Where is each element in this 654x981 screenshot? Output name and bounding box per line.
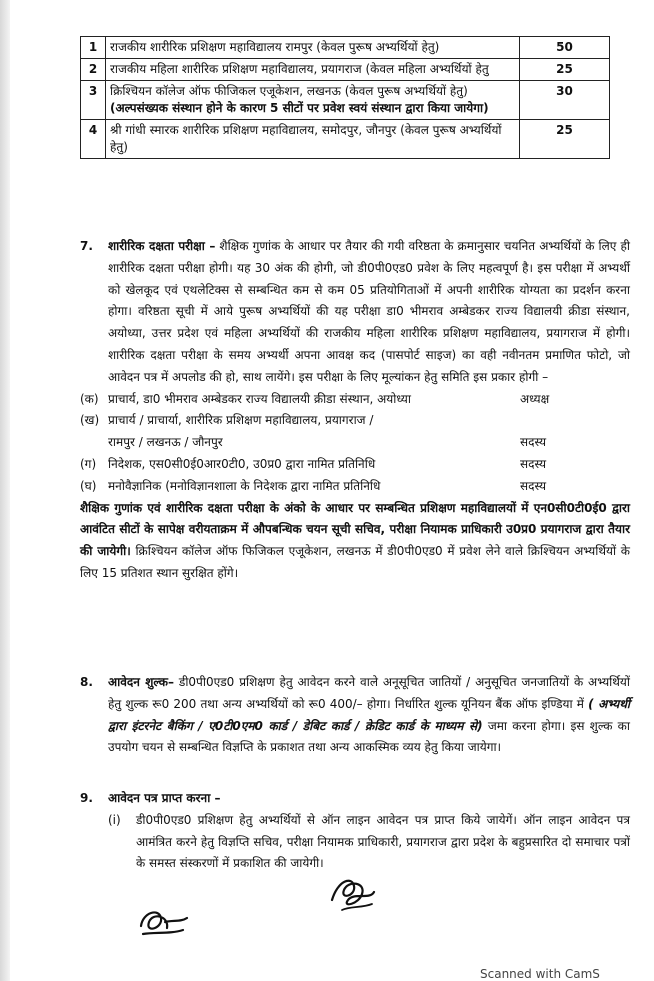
row-number: 2 <box>81 59 106 81</box>
row-number: 1 <box>81 37 106 59</box>
college-name-text: क्रिश्चियन कॉलेज ऑफ फीजिकल एजूकेशन, लखनऊ (केवल पुरूष अभ्यर्थियों हेतु) <box>110 84 468 98</box>
college-name <box>106 37 520 59</box>
section-9-item-label: (i) <box>108 812 121 827</box>
seat-count: 50 <box>520 37 610 59</box>
committee-member-title <box>108 410 520 454</box>
committee-label: (क) <box>80 391 99 406</box>
row-number: 3 <box>81 81 106 120</box>
seat-count: 25 <box>520 59 610 81</box>
section-8-payment-modes: ( अभ्यर्थी द्वारा इंटरनेट बैकिंग / ए0टी0एम0 कार्ड / डेबिट कार्ड / क्रेडिट कार्ड के माध्यम से) <box>108 696 631 733</box>
section-8-paragraph <box>108 672 630 759</box>
section-8 <box>80 672 630 759</box>
row-number: 4 <box>81 120 106 159</box>
committee-member-line: प्राचार्य, डा0 भीमराव अम्बेडकर राज्य विद्यालयी क्रीडा संस्थान, अयोध्या <box>108 391 411 406</box>
committee-member-line: रामपुर / लखनऊ / जौनपुर <box>108 435 223 450</box>
committee-member <box>80 389 630 411</box>
section-8-text-2: जमा करना होगा। इस शुल्क का उपयोग चयन से सम्बन्धित विज्ञप्ति के प्रकाशत तथा अन्य आकस्मिक व्यय हेतु किया जायेगा। <box>108 718 631 755</box>
committee-label: (ख) <box>80 413 100 428</box>
college-name-text: राजकीय शारीरिक प्रशिक्षण महाविद्यालय रामपुर (केवल पुरूष अभ्यर्थियों हेतु) <box>110 40 440 54</box>
section-7-number: 7. <box>80 239 93 253</box>
table-row <box>81 59 610 81</box>
table-row <box>81 37 610 59</box>
college-name <box>106 120 520 159</box>
section-9-heading-row <box>108 788 630 810</box>
section-7-heading: शारीरिक दक्षता परीक्षा – <box>108 239 216 253</box>
college-name <box>106 59 520 81</box>
signature-right <box>322 870 382 918</box>
seat-table <box>80 36 610 159</box>
section-7-closing-bold: शैक्षिक गुणांक एवं शारीरिक दक्षता परीक्षा के अंको के आधार पर सम्बन्धित प्रशिक्षण महाविद्यालयों में एन0सी0टी0ई0 द्वारा आवंटित सीटों के सापेक्ष वरीयताक्रम में औपबन्धिक चयन सूची सचिव, परीक्षा नियामक प्राधिकारी उ0प्र0 प्रयागराज द्वारा तैयार की जायेगी। <box>80 500 630 559</box>
committee-member <box>80 410 630 454</box>
seat-count: 30 <box>520 81 610 120</box>
committee-member-title <box>108 476 520 498</box>
committee-member <box>80 454 630 476</box>
committee-member-title <box>108 389 520 411</box>
page-edge-shadow <box>0 0 10 981</box>
section-9-item-text: डी0पी0एड0 प्रशिक्षण हेतु अभ्यर्थियों से ऑन लाइन आवेदन पत्र प्राप्त किये जायेगें। ऑन लाइन आवेदन पत्र आमंत्रित करने हेतु विज्ञप्ति सचिव, परीक्षा नियामक प्राधिकारी, प्रयागराज द्वारा प्रदेश के बहुप्रसारित दो समाचार पत्रों के समस्त संस्करणों में प्रकाशित की जायेगी। <box>136 812 630 871</box>
college-name-text: श्री गांधी स्मारक शारीरिक प्रशिक्षण महाविद्यालय, समोदपुर, जौनपुर (केवल पुरूष अभ्यर्थियों हेतु) <box>110 123 502 154</box>
footer-scan-label: Scanned with CamS <box>480 967 600 981</box>
seat-count: 25 <box>520 120 610 159</box>
committee-label: (ग) <box>80 456 97 471</box>
section-7-closing-normal: क्रिश्चियन कॉलेज ऑफ फिजिकल एजूकेशन, लखनऊ में डी0पी0एड0 में प्रवेश लेने वाले क्रिश्चियन अभ्यर्थियों के लिए 15 प्रतिशत स्थान सुरक्षित होंगे। <box>80 544 630 580</box>
section-8-text-1: डी0पी0एड0 प्रशिक्षण हेतु आवेदन करने वाले अनूसूचित जातियों / अनुसूचित जनजातियों के अभ्यर्थियों हेतु शुल्क रू0 200 तथा अन्य अभ्यर्थियों को रू0 400/– होगा। निर्धारित शुल्क यूनियन बैंक ऑफ इण्डिया में <box>108 675 631 711</box>
section-9-number: 9. <box>80 791 93 805</box>
committee-role: अध्यक्ष <box>520 391 550 406</box>
committee-member-title <box>108 454 520 476</box>
committee-list <box>80 389 630 498</box>
section-7 <box>80 236 630 585</box>
college-name-text: राजकीय महिला शारीरिक प्रशिक्षण महाविद्यालय, प्रयागराज (केवल महिला अभ्यर्थियों हेतु <box>110 62 489 76</box>
section-8-heading: आवेदन शुल्क– <box>108 675 175 689</box>
college-name <box>106 81 520 120</box>
committee-label: (घ) <box>80 478 97 493</box>
committee-member-line: मनोवैज्ञानिक (मनोविज्ञानशाला के निदेशक द्वारा नामित प्रतिनिधि <box>108 478 381 493</box>
college-name-note: (अल्पसंख्यक संस्थान होने के कारण 5 सीटों पर प्रवेश स्वयं संस्थान द्वारा किया जायेगा) <box>110 101 489 115</box>
section-8-number: 8. <box>80 675 93 689</box>
committee-role: सदस्य <box>520 456 547 471</box>
section-9-item <box>108 810 630 875</box>
section-9-heading: आवेदन पत्र प्राप्त करना – <box>108 791 221 805</box>
section-7-paragraph <box>108 236 630 389</box>
section-9-sublist <box>80 810 630 875</box>
table-row <box>81 81 610 120</box>
committee-member-line: निदेशक, एस0सी0ई0आर0टी0, उ0प्र0 द्वारा नामित प्रतिनिधि <box>108 456 376 471</box>
committee-role: सदस्य <box>520 478 547 493</box>
section-7-text: शैक्षिक गुणांक के आधार पर तैयार की गयी वरिष्ठता के क्रमानुसार चयनित अभ्यर्थियों के लिए ही शारीरिक दक्षता परीक्षा होगी। यह 30 अंक की होगी, जो डी0पी0एड0 प्रवेश के लिए महत्वपूर्ण है। इस परीक्षा में अभ्यर्थी को खेलकूद एवं एथलेटिक्स से सम्बन्धित कम से कम 05 प्रतियोगिताओं में अपनी शारीरिक योग्यता का प्रदर्शन करना होगा। वरिष्ठता सूची में आये पुरूष अभ्यर्थियों की यह परीक्षा डा0 भीमराव अम्बेडकर राज्य विद्यालयी क्रीडा संस्थान, अयोध्या, उत्तर प्रदेश एवं महिला अभ्यर्थियों की राजकीय महिला शारीरिक प्रशिक्षण महाविद्यालय, प्रयागराज में होगी। शारीरिक दक्षता परीक्षा के समय अभ्यर्थी अपना आवक्ष कद (पासपोर्ट साइज) का वही नवीनतम प्रमाणित फोटो, जो आवेदन पत्र में अपलोड की हो, साथ लायेंगे। इस परीक्षा के लिए मूल्यांकन हेतु समिति इस प्रकार होगी – <box>108 239 630 384</box>
signature-left <box>135 902 193 942</box>
section-7-closing <box>80 498 630 585</box>
section-9 <box>80 788 630 875</box>
committee-role: सदस्य <box>520 435 547 450</box>
committee-member <box>80 476 630 498</box>
table-row <box>81 120 610 159</box>
committee-member-line: प्राचार्य / प्राचार्या, शारीरिक प्रशिक्षण महाविद्यालय, प्रयागराज / <box>108 413 374 428</box>
